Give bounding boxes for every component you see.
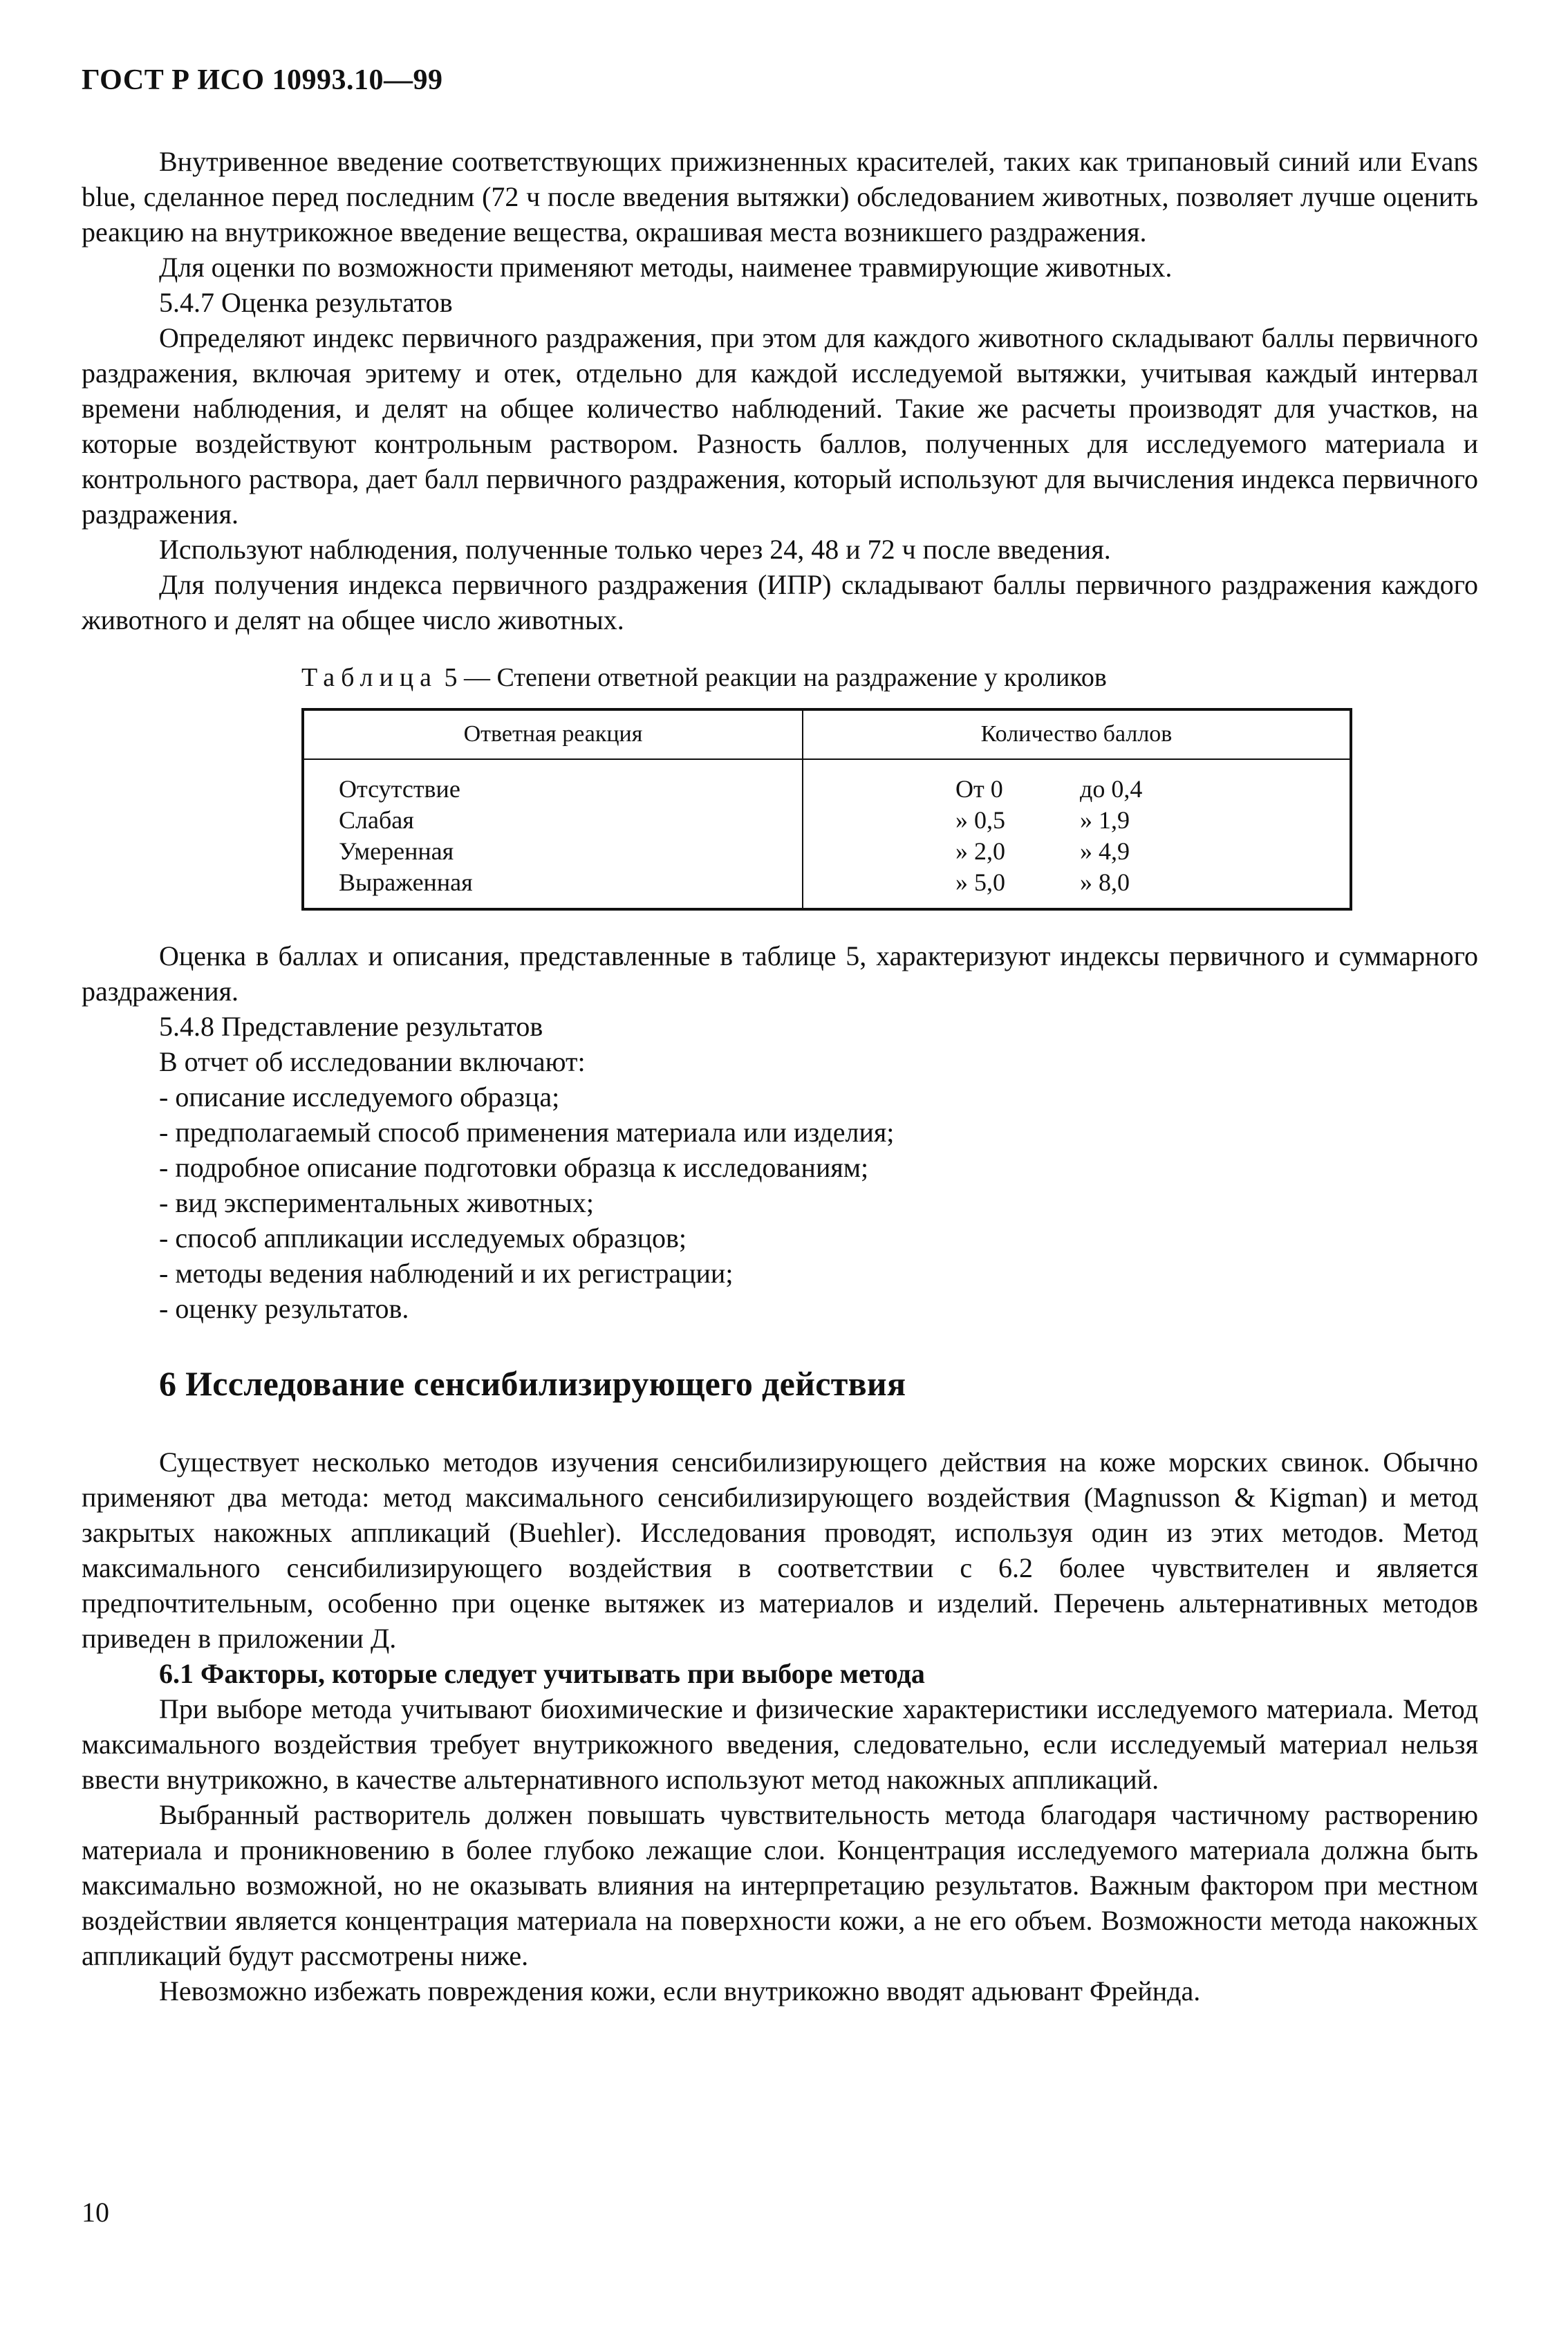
score-from: От 0 [955,775,1003,803]
score-to: » 1,9 [1080,806,1130,834]
reaction-label: Умеренная [339,837,454,865]
document-header: ГОСТ Р ИСО 10993.10—99 [82,64,443,96]
paragraph: Выбранный растворитель должен повышать чувствительность метода благодаря частичному растворению материала и проникновению в более глубоко лежащие слои. Концентрация исследуемого материала должна быть максимально возможной, но не оказывать влияния на интерпретацию результатов. Важным фактором при местном воздействии является концентрация материала на поверхности кожи, а не его объем. Возможности метода накожных аппликаций будут рассмотрены ниже. [82,1799,1478,1971]
list-item: - предполагаемый способ применения материала или изделия; [159,1117,895,1148]
table-caption-label: Таблица [301,663,438,692]
column-header-score: Количество баллов [803,709,1351,759]
subsection-heading: 6.1 Факторы, которые следует учитывать при выборе метода [159,1658,925,1689]
reaction-label: Отсутствие [339,775,460,803]
score-cell [803,759,1351,909]
score-to: » 8,0 [1080,868,1130,896]
list-item: - описание исследуемого образца; [159,1081,560,1113]
clause-heading: 5.4.7 Оценка результатов [159,287,453,318]
table-header-row [303,709,1351,759]
reaction-grade-table [301,708,1352,911]
paragraph: Используют наблюдения, полученные только через 24, 48 и 72 ч после введения. [159,534,1111,565]
clause-heading: 5.4.8 Представление результатов [159,1011,543,1042]
table-body-row [303,759,1351,909]
paragraph: В отчет об исследовании включают: [159,1046,586,1077]
list-item: - вид экспериментальных животных; [159,1187,594,1218]
page-number: 10 [82,2197,109,2228]
score-to: до 0,4 [1080,775,1143,803]
paragraph: При выборе метода учитывают биохимические и физические характеристики исследуемого материала. Метод максимального воздействия требует внутрикожного введения, следовательно, если исследуемый материал нельзя ввести внутрикожно, в качестве альтернативного используют метод накожных аппликаций. [82,1693,1478,1795]
score-range [955,836,1350,867]
score-range [955,867,1350,898]
list-item: - способ аппликации исследуемых образцов; [159,1222,687,1254]
reaction-label: Выраженная [339,868,473,896]
reaction-cell [303,759,803,909]
paragraph: Внутривенное введение соответствующих прижизненных красителей, таких как трипановый синий или Evans blue, сделанное перед последним (72 ч после введения вытяжки) обследованием животных, позволяет лучше оценить реакцию на внутрикожное введение вещества, окрашивая места возникшего раздражения. [82,146,1478,248]
table-caption-text: 5 — Степени ответной реакции на раздражение у кроликов [444,663,1107,692]
reaction-label: Слабая [339,806,414,834]
list-item: - подробное описание подготовки образца к исследованиям; [159,1152,869,1183]
table-caption [301,661,1478,694]
score-to: » 4,9 [1080,837,1130,865]
list-item: - оценку результатов. [159,1293,409,1324]
score-from: » 0,5 [955,806,1005,834]
paragraph: Для получения индекса первичного раздражения (ИПР) складывают баллы первичного раздражения каждого животного и делят на общее число животных. [82,569,1478,635]
score-range [955,805,1350,836]
list-item: - методы ведения наблюдений и их регистрации; [159,1258,734,1289]
section-heading: 6 Исследование сенсибилизирующего действия [159,1364,906,1403]
paragraph: Для оценки по возможности применяют методы, наименее травмирующие животных. [159,252,1173,283]
page-content [82,144,1478,2009]
paragraph: Оценка в баллах и описания, представленные в таблице 5, характеризуют индексы первичного и суммарного раздражения. [82,940,1478,1007]
paragraph: Определяют индекс первичного раздражения, при этом для каждого животного складывают баллы первичного раздражения, включая эритему и отек, отдельно для каждой исследуемой вытяжки, учитывая каждый интервал времени наблюдения, и делят на общее количество наблюдений. Такие же расчеты производят для участков, на которые воздействуют контрольным раствором. Разность баллов, полученных для исследуемого материала и контрольного раствора, дает балл первичного раздражения, который используют для вычисления индекса первичного раздражения. [82,322,1478,530]
score-from: » 5,0 [955,868,1005,896]
score-range [955,774,1350,805]
paragraph: Существует несколько методов изучения сенсибилизирующего действия на коже морских свинок. Обычно применяют два метода: метод максимального сенсибилизирующего воздействия (Magnusson & Kigman) и метод закрытых накожных аппликаций (Buehler). Исследования проводят, используя один из этих методов. Метод максимального сенсибилизирующего воздействия в соответствии с 6.2 более чувствителен и является предпочтительным, особенно при оценке вытяжек из материалов и изделий. Перечень альтернативных методов приведен в приложении Д. [82,1446,1478,1654]
score-from: » 2,0 [955,837,1005,865]
column-header-reaction: Ответная реакция [303,709,803,759]
paragraph: Невозможно избежать повреждения кожи, если внутрикожно вводят адьювант Фрейнда. [159,1975,1201,2007]
